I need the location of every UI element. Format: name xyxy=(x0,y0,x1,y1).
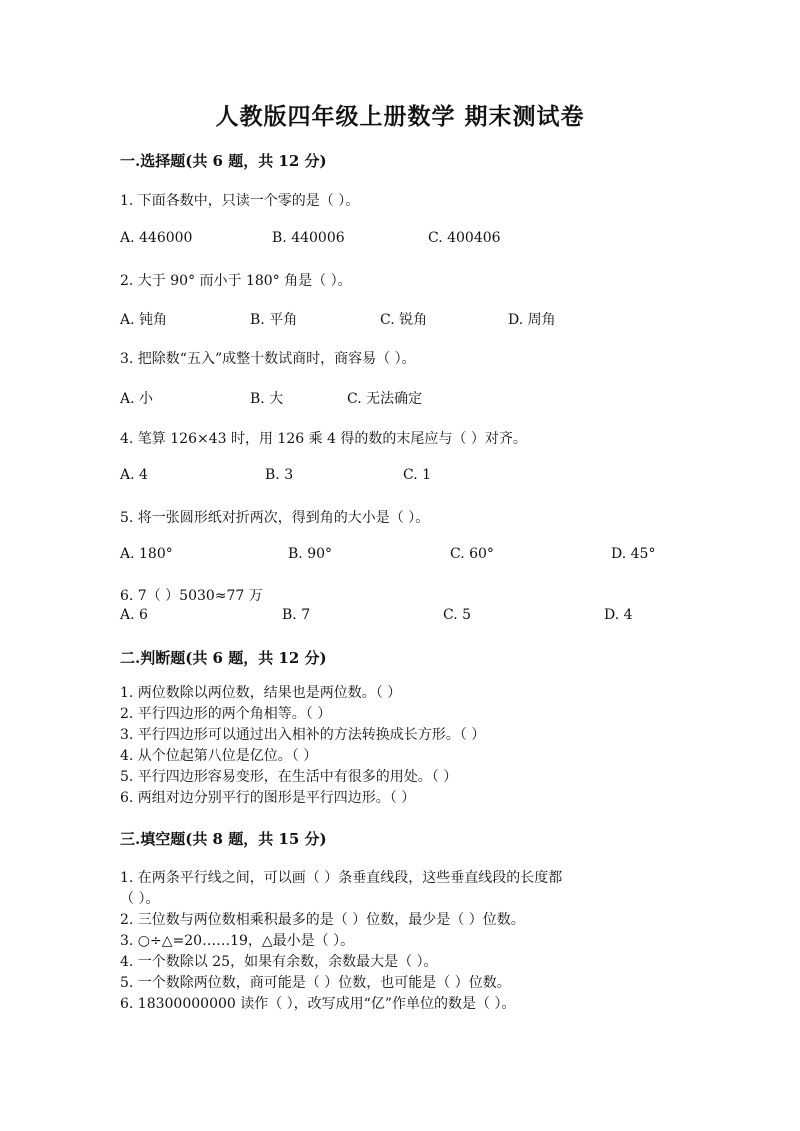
choice-2-option-b: B. 平角 xyxy=(250,312,298,328)
choice-3-option-c: C. 无法确定 xyxy=(347,391,423,407)
choice-5-option-c: C. 60° xyxy=(450,546,494,562)
judge-item-1: 1. 两位数除以两位数，结果也是两位数。（ ） xyxy=(120,685,402,701)
choice-question-1: 1. 下面各数中，只读一个零的是（ ）。 xyxy=(120,193,360,209)
choice-question-5: 5. 将一张圆形纸对折两次，得到角的大小是（ ）。 xyxy=(120,510,430,526)
choice-5-option-d: D. 45° xyxy=(611,546,656,562)
judge-item-3: 3. 平行四边形可以通过出入相补的方法转换成长方形。（ ） xyxy=(120,727,486,743)
choice-1-option-c: C. 400406 xyxy=(428,230,501,246)
choice-1-option-b: B. 440006 xyxy=(272,230,345,246)
judge-item-6: 6. 两组对边分别平行的图形是平行四边形。（ ） xyxy=(120,790,416,806)
section-heading-fill: 三.填空题(共 8 题，共 15 分) xyxy=(120,830,327,848)
judge-item-2: 2. 平行四边形的两个角相等。（ ） xyxy=(120,706,332,722)
fill-item-1: 1. 在两条平行线之间，可以画（ ）条垂直线段，这些垂直线段的长度都 xyxy=(120,870,563,886)
choice-6-option-b: B. 7 xyxy=(282,607,311,623)
fill-item-6: 6. 18300000000 读作（ ），改写成用“亿”作单位的数是（ ）。 xyxy=(120,996,516,1012)
choice-question-4: 4. 笔算 126×43 时，用 126 乘 4 得的数的末尾应与（ ）对齐。 xyxy=(120,431,527,447)
fill-item-3: 3. ○÷△=20……19，△最小是（ ）。 xyxy=(120,933,355,949)
fill-item-2: 2. 三位数与两位数相乘积最多的是（ ）位数，最少是（ ）位数。 xyxy=(120,912,525,928)
choice-5-option-b: B. 90° xyxy=(288,546,333,562)
section-heading-judge: 二.判断题(共 6 题，共 12 分) xyxy=(120,649,327,667)
choice-3-option-a: A. 小 xyxy=(120,391,154,407)
page-title: 人教版四年级上册数学 期末测试卷 xyxy=(215,103,585,130)
section-heading-choice: 一.选择题(共 6 题，共 12 分) xyxy=(120,152,327,170)
fill-item-5: 5. 一个数除两位数，商可能是（ ）位数，也可能是（ ）位数。 xyxy=(120,975,511,991)
choice-question-6: 6. 7（ ）5030≈77 万 xyxy=(120,588,263,604)
judge-item-5: 5. 平行四边形容易变形，在生活中有很多的用处。（ ） xyxy=(120,769,458,785)
choice-3-option-b: B. 大 xyxy=(250,391,284,407)
judge-item-4: 4. 从个位起第八位是亿位。（ ） xyxy=(120,748,318,764)
choice-question-2: 2. 大于 90° 而小于 180° 角是（ ）。 xyxy=(120,273,352,289)
choice-6-option-a: A. 6 xyxy=(120,607,148,623)
choice-4-option-b: B. 3 xyxy=(265,467,294,483)
choice-4-option-a: A. 4 xyxy=(120,467,148,483)
choice-6-option-d: D. 4 xyxy=(604,607,633,623)
choice-4-option-c: C. 1 xyxy=(403,467,432,483)
fill-item-1-cont: （ ）。 xyxy=(120,891,160,907)
choice-2-option-c: C. 锐角 xyxy=(380,312,428,328)
choice-2-option-d: D. 周角 xyxy=(508,312,556,328)
fill-item-4: 4. 一个数除以 25，如果有余数，余数最大是（ ）。 xyxy=(120,954,438,970)
choice-6-option-c: C. 5 xyxy=(443,607,472,623)
choice-2-option-a: A. 钝角 xyxy=(120,312,168,328)
choice-5-option-a: A. 180° xyxy=(120,546,173,562)
choice-question-3: 3. 把除数“五入”成整十数试商时，商容易（ ）。 xyxy=(120,351,416,367)
choice-1-option-a: A. 446000 xyxy=(120,230,193,246)
